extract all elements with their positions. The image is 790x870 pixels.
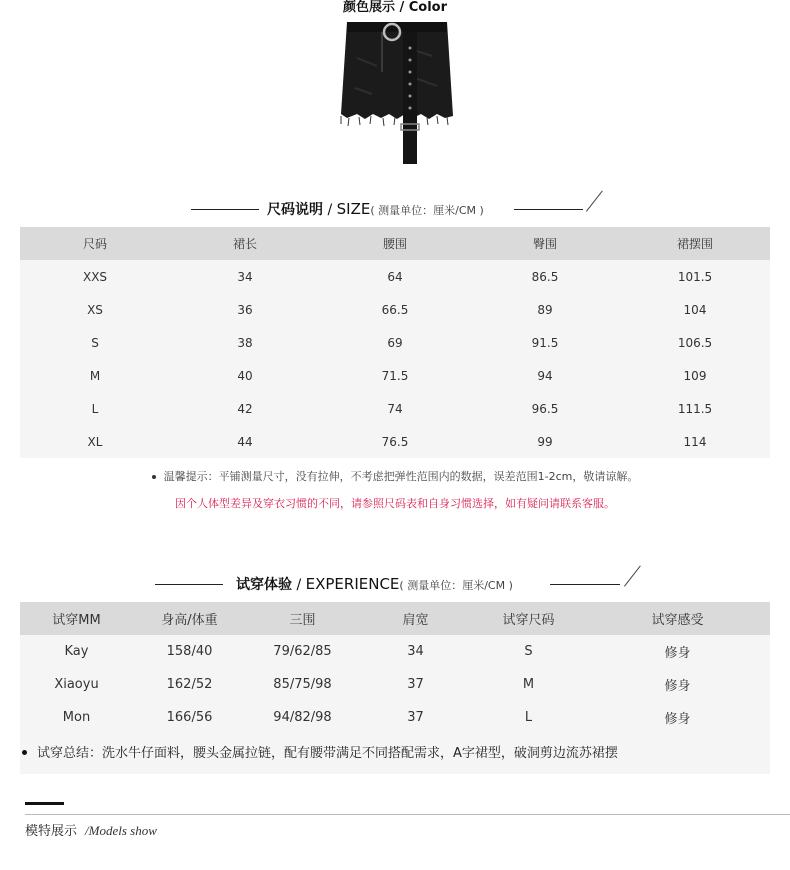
size-warning-note: 因个人体型差异及穿衣习惯的不同，请参照尺码表和自身习惯选择，如有疑问请联系客服。 — [175, 497, 615, 510]
table-cell: S — [472, 635, 585, 668]
table-cell: 71.5 — [320, 359, 470, 392]
table-cell: 修身 — [585, 635, 770, 668]
experience-table — [20, 602, 770, 734]
table-cell: L — [20, 392, 170, 425]
experience-header-cell: 试穿感受 — [585, 602, 770, 635]
header-slash-decoration — [586, 191, 603, 212]
table-cell: 修身 — [585, 701, 770, 734]
table-cell: 101.5 — [620, 260, 770, 293]
bullet-dot — [152, 475, 156, 479]
table-row — [20, 425, 770, 458]
table-cell: 76.5 — [320, 425, 470, 458]
experience-table-header-row — [20, 602, 770, 635]
table-cell: Kay — [20, 635, 133, 668]
table-cell: 37 — [359, 701, 472, 734]
table-row — [20, 668, 770, 701]
table-cell: 94 — [470, 359, 620, 392]
size-tip-text: 温馨提示：平铺测量尺寸，没有拉伸，不考虑把弹性范围内的数据，误差范围1-2cm，敬请谅解。 — [163, 470, 639, 483]
experience-title-en: EXPERIENCE — [305, 575, 400, 593]
table-cell: 79/62/85 — [246, 635, 359, 668]
header-divider-right — [550, 584, 620, 585]
size-header-cell: 裙长 — [170, 227, 320, 260]
bullet-dot — [22, 750, 27, 755]
experience-header-cell: 肩宽 — [359, 602, 472, 635]
size-header-cell: 臀围 — [470, 227, 620, 260]
table-cell: M — [472, 668, 585, 701]
table-row — [20, 635, 770, 668]
table-cell: XL — [20, 425, 170, 458]
size-section-header — [0, 199, 790, 221]
table-cell: Xiaoyu — [20, 668, 133, 701]
table-cell: Mon — [20, 701, 133, 734]
size-table — [20, 227, 770, 458]
table-row — [20, 359, 770, 392]
experience-header-cell: 试穿MM — [20, 602, 133, 635]
experience-title-cn: 试穿体验 — [236, 577, 292, 593]
table-cell: L — [472, 701, 585, 734]
table-cell: 166/56 — [133, 701, 246, 734]
table-cell: 40 — [170, 359, 320, 392]
table-cell: 86.5 — [470, 260, 620, 293]
table-cell: 106.5 — [620, 326, 770, 359]
table-cell: 89 — [470, 293, 620, 326]
table-cell: XS — [20, 293, 170, 326]
models-title-cn: 模特展示 — [25, 824, 78, 839]
size-title-en: SIZE — [336, 200, 371, 218]
experience-unit: ( 测量单位：厘米/CM ) — [399, 579, 513, 592]
size-unit: ( 测量单位：厘米/CM ) — [370, 204, 484, 217]
table-cell: 38 — [170, 326, 320, 359]
table-cell: 74 — [320, 392, 470, 425]
size-title-cn: 尺码说明 — [267, 202, 323, 218]
table-cell: 96.5 — [470, 392, 620, 425]
size-tip-note — [0, 469, 790, 485]
table-cell: 37 — [359, 668, 472, 701]
experience-summary — [20, 734, 770, 774]
size-title-sep: / — [323, 202, 337, 218]
table-cell: 94/82/98 — [246, 701, 359, 734]
table-row — [20, 392, 770, 425]
color-section-title: 颜色展示 / Color — [342, 0, 448, 15]
header-divider-left — [191, 209, 259, 210]
table-cell: 111.5 — [620, 392, 770, 425]
header-divider-left — [155, 584, 223, 585]
experience-header-cell: 身高/体重 — [133, 602, 246, 635]
product-image-black-denim-skirt — [337, 18, 457, 168]
experience-section-title — [236, 574, 513, 596]
size-section-title — [267, 199, 484, 221]
table-row — [20, 293, 770, 326]
experience-title-sep: / — [292, 577, 306, 593]
experience-summary-text: 试穿总结：洗水牛仔面料，腰头金属拉链，配有腰带满足不同搭配需求，A字裙型，破洞剪边流苏裙摆 — [37, 746, 618, 761]
table-cell: 109 — [620, 359, 770, 392]
table-cell: 85/75/98 — [246, 668, 359, 701]
table-cell: 162/52 — [133, 668, 246, 701]
table-cell: 34 — [359, 635, 472, 668]
table-cell: 修身 — [585, 668, 770, 701]
table-cell: 91.5 — [470, 326, 620, 359]
models-title-en: /Models show — [85, 823, 157, 838]
table-cell: 114 — [620, 425, 770, 458]
table-cell: M — [20, 359, 170, 392]
table-cell: 36 — [170, 293, 320, 326]
experience-section-header — [0, 574, 790, 596]
table-cell: S — [20, 326, 170, 359]
table-cell: 99 — [470, 425, 620, 458]
size-header-cell: 尺码 — [20, 227, 170, 260]
table-cell: 158/40 — [133, 635, 246, 668]
table-cell: 66.5 — [320, 293, 470, 326]
header-divider-right — [514, 209, 583, 210]
table-cell: 64 — [320, 260, 470, 293]
table-row — [20, 326, 770, 359]
table-cell: 69 — [320, 326, 470, 359]
table-cell: 104 — [620, 293, 770, 326]
header-slash-decoration — [624, 566, 641, 587]
experience-header-cell: 三围 — [246, 602, 359, 635]
models-accent-bar — [25, 802, 64, 805]
size-table-header-row — [20, 227, 770, 260]
size-header-cell: 腰围 — [320, 227, 470, 260]
table-cell: 34 — [170, 260, 320, 293]
table-cell: 44 — [170, 425, 320, 458]
table-row — [20, 701, 770, 734]
experience-header-cell: 试穿尺码 — [472, 602, 585, 635]
size-header-cell: 裙摆围 — [620, 227, 770, 260]
models-section-title — [25, 822, 157, 841]
table-cell: 42 — [170, 392, 320, 425]
models-divider — [25, 814, 790, 815]
table-cell: XXS — [20, 260, 170, 293]
table-row — [20, 260, 770, 293]
